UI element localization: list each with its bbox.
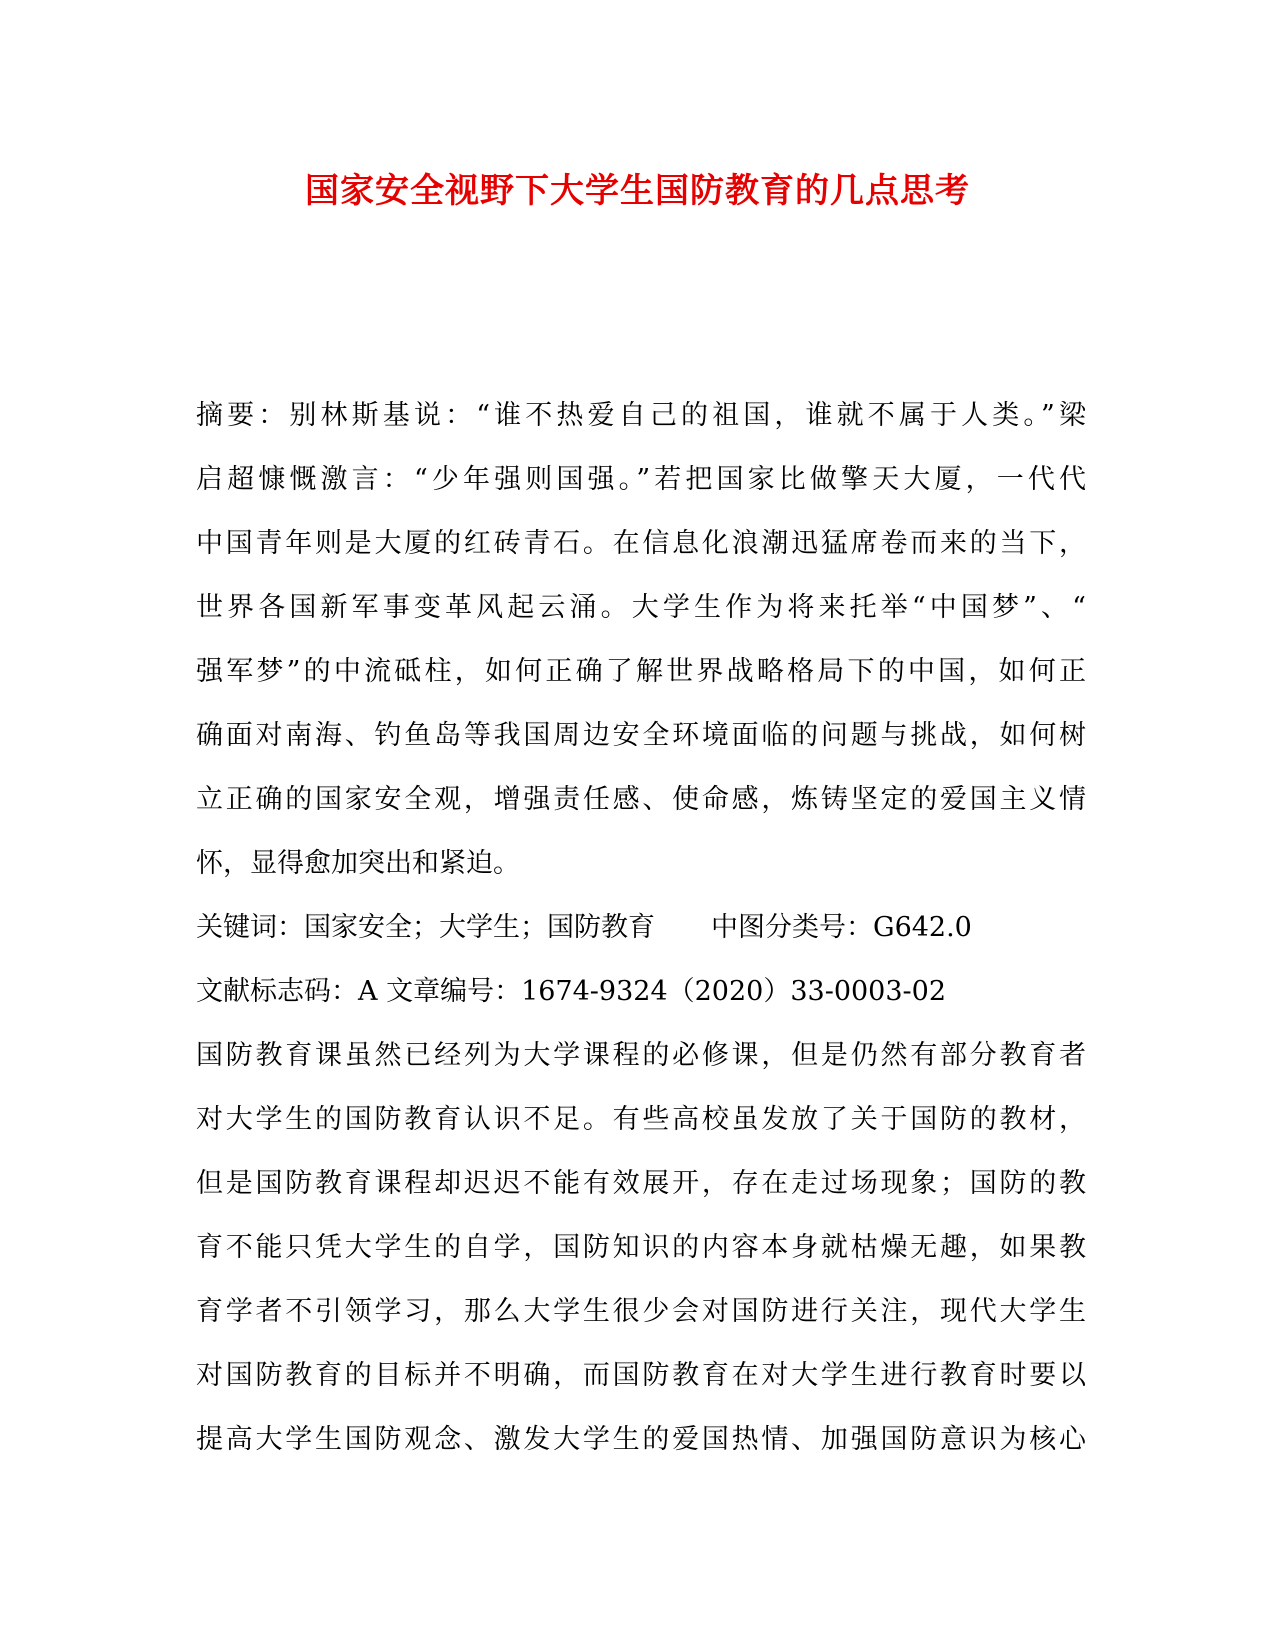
document-title: 国家安全视野下大学生国防教育的几点思考 [305,171,970,211]
abstract-line: 确面对南海、钓鱼岛等我国周边安全环境面临的问题与挑战，如何树 [196,720,1086,751]
classification-number: 中图分类号：G642.0 [711,912,972,943]
body-line: 国防教育课虽然已经列为大学课程的必修课，但是仍然有部分教育者 [196,1040,1086,1071]
body-line: 对国防教育的目标并不明确，而国防教育在对大学生进行教育时要以 [196,1360,1086,1391]
abstract-paragraph [196,384,1086,896]
body-line: 提高大学生国防观念、激发大学生的爱国热情、加强国防意识为核心 [196,1424,1086,1455]
keywords: 关键词：国家安全；大学生；国防教育 [196,912,655,943]
abstract-line: 怀，显得愈加突出和紧迫。 [196,848,520,879]
body-paragraph [196,1024,1086,1472]
abstract-line: 立正确的国家安全观，增强责任感、使命感，炼铸坚定的爱国主义情 [196,784,1086,815]
body-line: 对大学生的国防教育认识不足。有些高校虽发放了关于国防的教材， [196,1104,1086,1135]
body-line: 育学者不引领学习，那么大学生很少会对国防进行关注，现代大学生 [196,1296,1086,1327]
document-code-line: 文献标志码：A 文章编号：1674-9324（2020）33-0003-02 [196,976,947,1007]
body-line: 育不能只凭大学生的自学，国防知识的内容本身就枯燥无趣，如果教 [196,1232,1086,1263]
abstract-line: 强军梦”的中流砥柱，如何正确了解世界战略格局下的中国，如何正 [196,656,1086,687]
abstract-line: 世界各国新军事变革风起云涌。大学生作为将来托举“中国梦”、“ [196,592,1086,623]
metadata-block [196,896,1086,1024]
abstract-line: 中国青年则是大厦的红砖青石。在信息化浪潮迅猛席卷而来的当下， [196,528,1086,559]
keywords-line [196,896,1086,960]
body-line: 但是国防教育课程却迟迟不能有效展开，存在走过场现象；国防的教 [196,1168,1086,1199]
abstract-line: 启超慷慨激言：“少年强则国强。”若把国家比做擎天大厦，一代代 [196,464,1086,495]
abstract-line: 摘要：别林斯基说：“谁不热爱自己的祖国，谁就不属于人类。”梁 [196,400,1086,431]
